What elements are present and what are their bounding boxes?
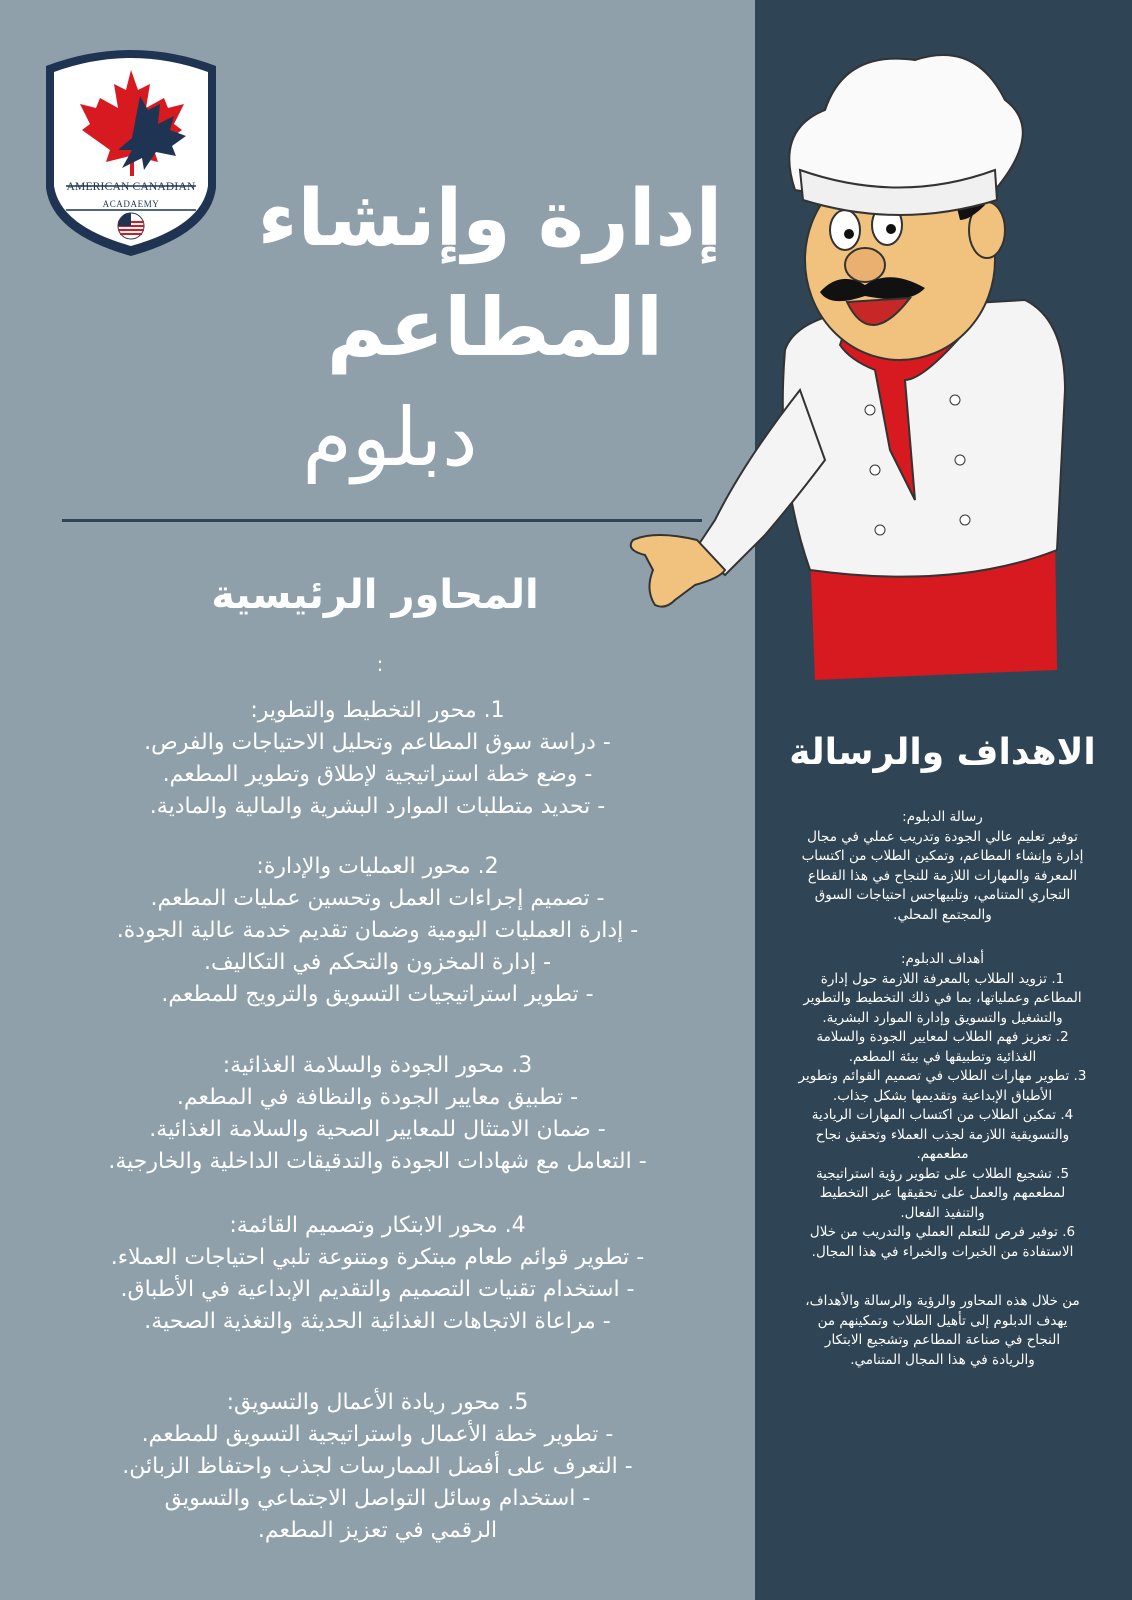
academy-logo — [40, 38, 222, 260]
goal-line: 1. تزويد الطلاب بالمعرفة اللازمة حول إدارة — [820, 970, 1065, 987]
message-line: المعرفة والمهارات اللازمة للنجاح في هذا القطاع — [807, 867, 1078, 884]
logo-subtitle: ACADAEMY — [102, 199, 160, 209]
logo-name: AMERICAN CANADIAN — [66, 181, 196, 193]
axis-4 — [20, 1210, 735, 1338]
diploma-message — [785, 808, 1100, 925]
axes-colon: : — [376, 652, 384, 676]
axis-item: - تصميم إجراءات العمل وتحسين عمليات المطعم. — [150, 886, 605, 911]
axis-item: - وضع خطة استراتيجية لإطلاق وتطوير المطعم. — [162, 762, 593, 787]
goal-line: والتسويقية اللازمة لجذب العملاء وتحقيق نجاح — [815, 1126, 1070, 1143]
title-line-3: دبلوم — [302, 391, 478, 484]
message-line: توفير تعليم عالي الجودة وتدريب عملي في مجال — [807, 828, 1078, 845]
axis-item: - التعامل مع شهادات الجودة والتدقيقات الداخلية والخارجية. — [108, 1149, 647, 1174]
goals-label: أهداف الدبلوم: — [900, 951, 985, 967]
axis-title: 5. محور ريادة الأعمال والتسويق: — [226, 1390, 529, 1415]
axis-item: - إدارة المخزون والتحكم في التكاليف. — [203, 950, 552, 975]
diploma-goals — [785, 950, 1100, 1262]
goal-line: 4. تمكين الطلاب من اكتساب المهارات الريادية — [811, 1107, 1074, 1123]
message-label: رسالة الدبلوم: — [902, 809, 983, 825]
axis-item: - ضمان الامتثال للمعايير الصحية والسلامة الغذائية. — [149, 1117, 606, 1142]
title-line-1: إدارة وإنشاء — [257, 174, 723, 264]
closing-line: من خلال هذه المحاور والرؤية والرسالة والأهداف، — [805, 1293, 1080, 1309]
goal-line: 3. تطوير مهارات الطلاب في تصميم القوائم وتطوير — [798, 1068, 1087, 1084]
axis-title: 4. محور الابتكار وتصميم القائمة: — [229, 1213, 526, 1238]
goal-line: المطاعم وعملياتها، بما في ذلك التخطيط والتطوير — [803, 990, 1082, 1006]
goals-heading: الاهداف والرسالة — [789, 732, 1096, 773]
axis-title: 1. محور التخطيط والتطوير: — [250, 698, 505, 723]
axis-item: - دراسة سوق المطاعم وتحليل الاحتياجات والفرص. — [144, 730, 611, 755]
message-line: التجاري المتنامي، وتلبيهاجس احتياجات السوق — [814, 887, 1071, 903]
axis-item: - تطوير قوائم طعام مبتكرة ومتنوعة تلبي احتياجات العملاء. — [110, 1245, 645, 1270]
goal-line: 5. تشجيع الطلاب على تطوير رؤية استراتيجية — [815, 1165, 1070, 1182]
closing-statement — [785, 1292, 1100, 1370]
axis-item: - تحديد متطلبات الموارد البشرية والمالية والمادية. — [149, 794, 606, 819]
closing-line: النجاح في صناعة المطاعم وتشجيع الابتكار — [824, 1332, 1061, 1348]
axis-5 — [20, 1387, 735, 1547]
goal-line: لمطعمهم والعمل على تحقيقها عبر التخطيط — [819, 1185, 1066, 1201]
closing-line: يهدف الدبلوم إلى تأهيل الطلاب وتمكينهم من — [817, 1312, 1068, 1329]
goal-line: 2. تعزيز فهم الطلاب لمعايير الجودة والسلامة — [816, 1029, 1069, 1045]
goal-line: الأطباق الإبداعية وتقديمها بشكل جذاب. — [832, 1087, 1053, 1104]
goal-line: والتشغيل والتسويق وإدارة الموارد البشرية. — [822, 1009, 1063, 1026]
axis-3 — [20, 1050, 735, 1178]
message-line: والمجتمع المحلي. — [893, 906, 992, 923]
message-line: إدارة وإنشاء المطاعم، وتمكين الطلاب من اكتساب — [801, 848, 1084, 864]
closing-line: والريادة في هذا المجال المتنامي. — [850, 1351, 1035, 1368]
goal-line: والتنفيذ الفعال. — [900, 1204, 985, 1221]
axis-item: - استخدام وسائل التواصل الاجتماعي والتسويق — [164, 1486, 591, 1511]
axis-item: - استخدام تقنيات التصميم والتقديم الإبداعية في الأطباق. — [120, 1277, 635, 1302]
axis-2 — [20, 851, 735, 1011]
axis-item: - مراعاة الاتجاهات الغذائية الحديثة والتغذية الصحية. — [144, 1309, 611, 1334]
chef-illustration — [625, 30, 1085, 700]
axis-item: - تطوير استراتيجيات التسويق والترويج للمطعم. — [161, 982, 594, 1007]
title-line-2: المطاعم — [326, 281, 664, 374]
main-axes-heading: المحاور الرئيسية — [211, 572, 539, 618]
goal-line: الغذائية وتطبيقها في بيئة المطعم. — [848, 1048, 1037, 1065]
shield-icon — [40, 38, 222, 260]
goal-line: 6. توفير فرص للتعلم العملي والتدريب من خلال — [809, 1224, 1076, 1240]
goal-line: الاستفادة من الخبرات والخبراء في هذا المجال. — [811, 1243, 1074, 1260]
axis-title: 3. محور الجودة والسلامة الغذائية: — [222, 1053, 533, 1078]
axis-item: الرقمي في تعزيز المطعم. — [257, 1518, 498, 1543]
axis-item: - تطوير خطة الأعمال واستراتيجية التسويق للمطعم. — [141, 1422, 614, 1447]
goal-line: مطعمهم. — [916, 1146, 969, 1162]
axis-item: - إدارة العمليات اليومية وضمان تقديم خدمة عالية الجودة. — [116, 918, 639, 943]
axis-item: - تطبيق معايير الجودة والنظافة في المطعم. — [176, 1085, 579, 1110]
axis-item: - التعرف على أفضل الممارسات لجذب واحتفاظ الزبائن. — [122, 1454, 633, 1479]
divider — [62, 519, 702, 522]
axis-1 — [20, 695, 735, 823]
axis-title: 2. محور العمليات والإدارة: — [256, 854, 499, 879]
